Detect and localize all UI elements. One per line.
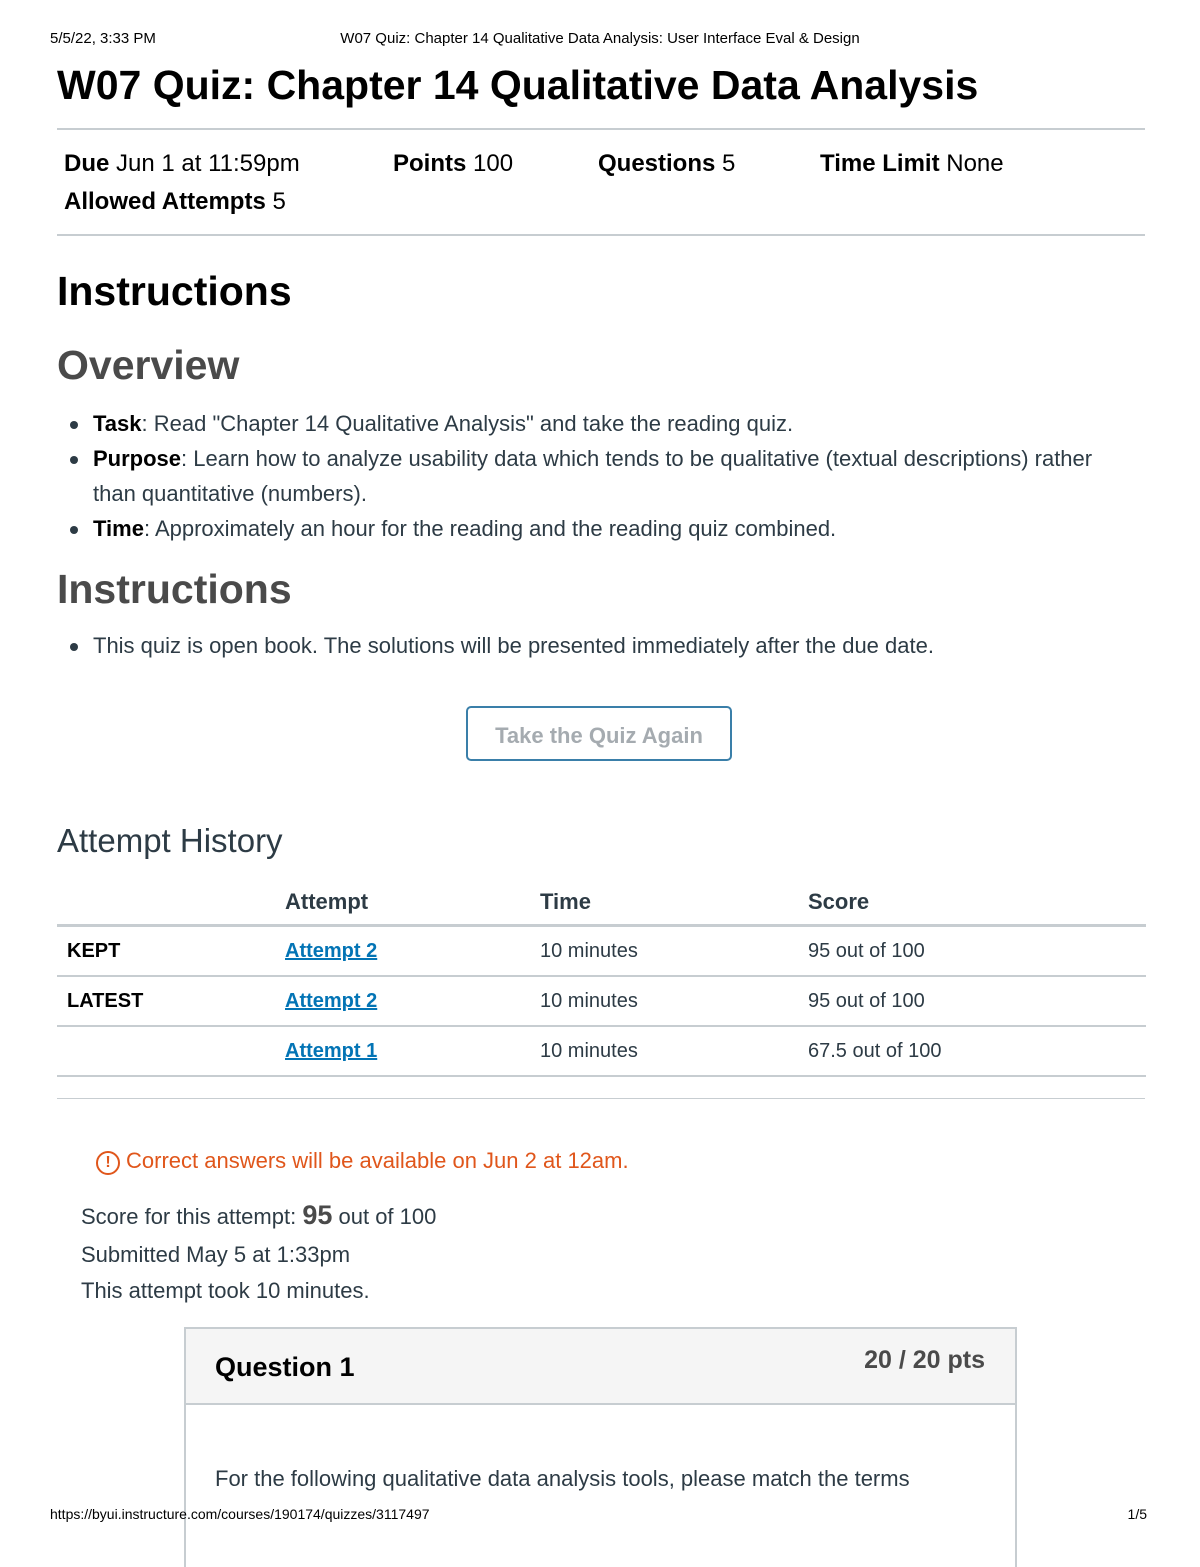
correct-answers-notice [96,1148,629,1175]
time-limit-value: None [946,150,1004,177]
points-label: Points [393,150,467,177]
question-title: Question 1 [215,1352,355,1382]
questions-info [598,150,735,178]
column-header [57,880,284,926]
due-label: Due [64,150,110,177]
question-text: For the following qualitative data analysis tools, please match the terms [215,1466,910,1491]
column-header: Time [539,880,807,926]
allowed-attempts-info [64,188,286,216]
divider [57,1098,1145,1099]
warning-circle-icon: ! [96,1151,120,1175]
attempt-duration: This attempt took 10 minutes. [81,1278,370,1303]
purpose-text: : Learn how to analyze usability data which tends to be qualitative (textual descriptions) rather than quantitative (numbers). [93,446,1093,506]
attempt-tag: KEPT [57,926,284,977]
attempt-link[interactable]: Attempt 2 [285,989,378,1012]
column-header: Score [807,880,1146,926]
time-limit-info [820,150,1004,178]
table-header-row [57,880,1146,926]
attempts-value: 5 [272,188,286,215]
submitted-time: Submitted May 5 at 1:33pm [81,1242,351,1267]
attempt-history-heading: Attempt History [57,822,283,859]
column-header: Attempt [284,880,539,926]
overview-heading: Overview [57,342,240,388]
question-card [184,1327,1017,1567]
instructions-list [57,628,1137,663]
time-text: : Approximately an hour for the reading and the reading quiz combined. [143,516,837,541]
instructions-subheading: Instructions [57,566,292,612]
overview-list [57,406,1137,546]
table-row [57,926,1146,977]
time-cell: 10 minutes [539,976,807,1026]
attempt-tag [57,1026,284,1076]
attempt-cell [284,1026,539,1076]
score-suffix: out of 100 [338,1204,437,1229]
list-item: This quiz is open book. The solutions will be presented immediately after the due date. [57,628,1137,663]
task-text: : Read "Chapter 14 Qualitative Analysis" and take the reading quiz. [141,411,794,436]
page-title: W07 Quiz: Chapter 14 Qualitative Data Analysis [57,62,979,108]
questions-value: 5 [722,150,736,177]
points-value: 100 [473,150,514,177]
attempt-cell [284,926,539,977]
attempt-cell [284,976,539,1026]
time-term: Time [93,516,144,541]
time-limit-label: Time Limit [820,150,940,177]
list-item [57,441,1137,511]
due-info [64,150,300,178]
attempt-link[interactable]: Attempt 1 [285,1039,378,1062]
table-row [57,976,1146,1026]
table-row [57,1026,1146,1076]
print-doc-title: W07 Quiz: Chapter 14 Qualitative Data Analysis: User Interface Eval & Design [340,30,860,47]
question-points: 20 / 20 pts [864,1346,985,1374]
time-cell: 10 minutes [539,926,807,977]
time-cell: 10 minutes [539,1026,807,1076]
divider [57,234,1145,236]
notice-text: Correct answers will be available on Jun 2 at 12am. [126,1148,629,1173]
divider [57,128,1145,130]
score-cell: 95 out of 100 [807,926,1146,977]
attempt-history-table [57,880,1146,1077]
question-header [186,1329,1015,1405]
task-term: Task [93,411,142,436]
score-prefix: Score for this attempt: [81,1204,297,1229]
print-page-number: 1/5 [1127,1506,1147,1522]
list-item [57,406,1137,441]
instructions-heading: Instructions [57,268,292,314]
questions-label: Questions [598,150,716,177]
score-value: 95 [302,1200,333,1230]
score-cell: 67.5 out of 100 [807,1026,1146,1076]
score-cell: 95 out of 100 [807,976,1146,1026]
list-item [57,511,1137,546]
print-datetime: 5/5/22, 3:33 PM [50,30,156,47]
attempt-link[interactable]: Attempt 2 [285,939,378,962]
points-info [393,150,513,178]
take-quiz-again-button[interactable]: Take the Quiz Again [466,706,732,761]
purpose-term: Purpose [93,446,182,471]
print-url: https://byui.instructure.com/courses/190174/quizzes/3117497 [50,1506,430,1522]
attempt-tag: LATEST [57,976,284,1026]
attempt-score [81,1200,436,1231]
attempts-label: Allowed Attempts [64,188,266,215]
due-value: Jun 1 at 11:59pm [116,150,300,177]
